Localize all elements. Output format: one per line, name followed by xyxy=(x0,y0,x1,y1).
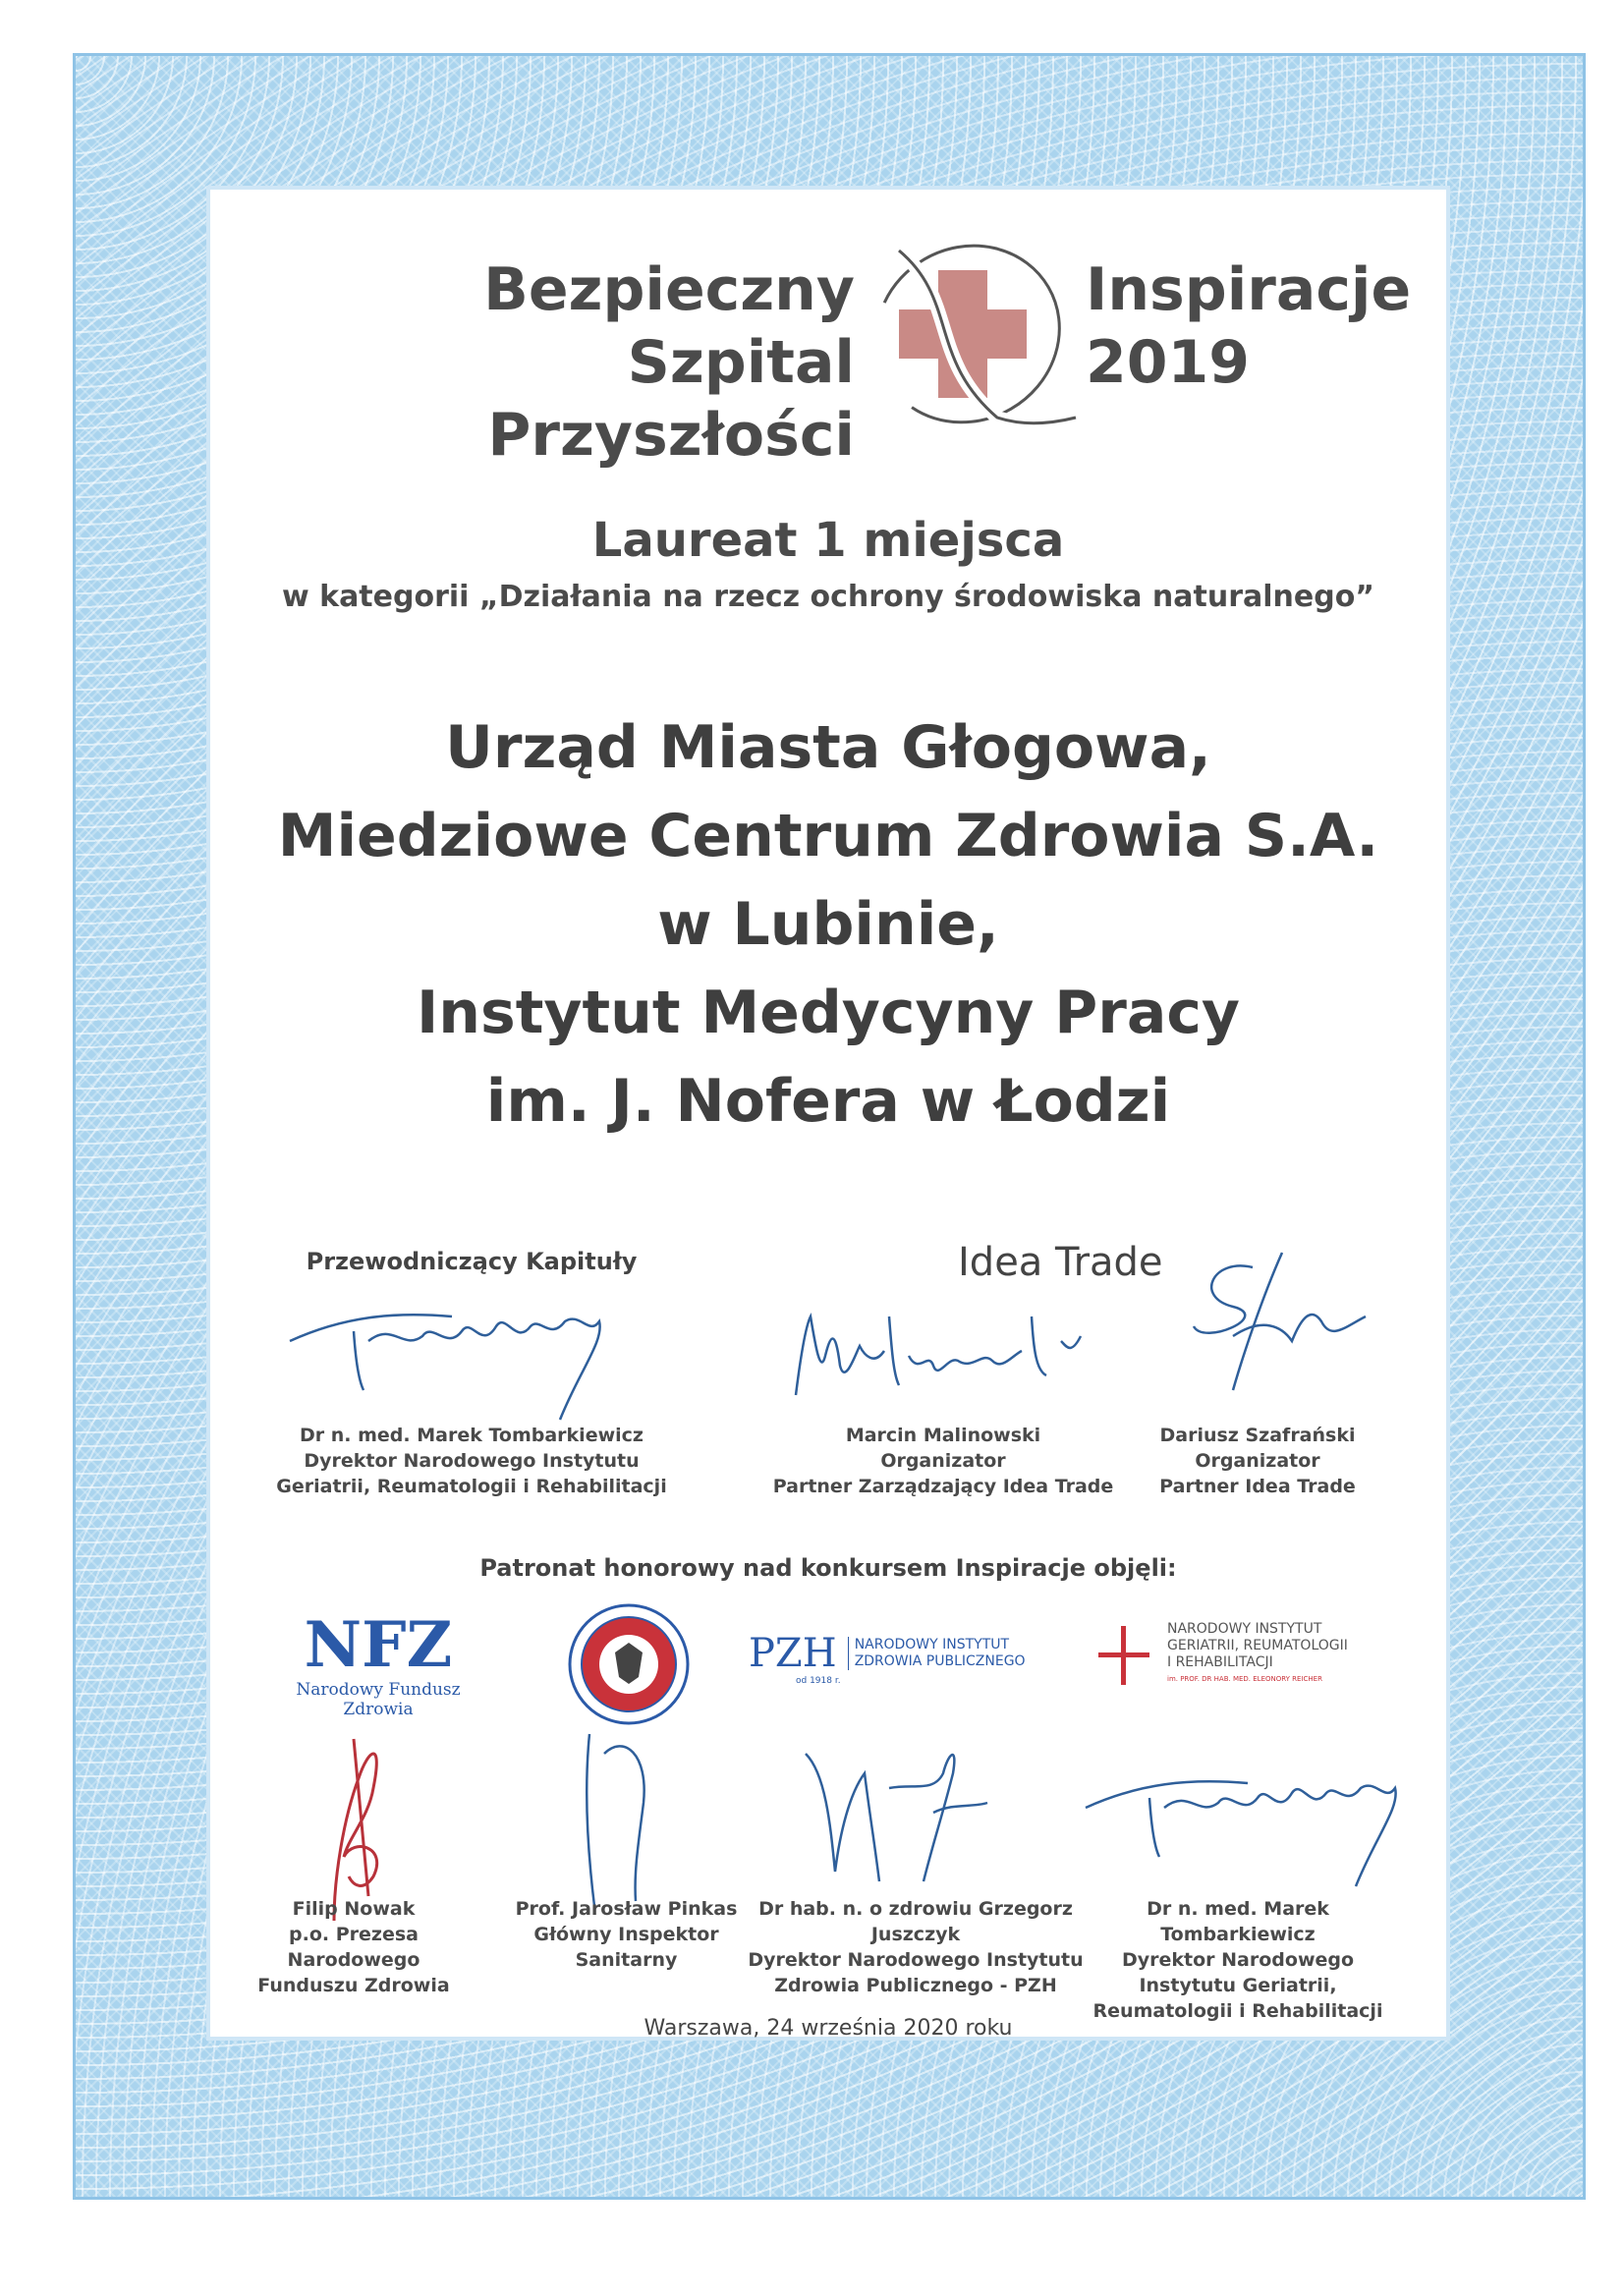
pinkas-caption xyxy=(506,1896,747,1973)
caption-line: Dr n. med. Marek Tombarkiewicz xyxy=(1147,1898,1329,1945)
caption-line: Filip Nowak xyxy=(292,1898,416,1920)
geriatrics-cross-icon xyxy=(1098,1626,1149,1685)
geriatrics-line3: I REHABILITACJI xyxy=(1167,1654,1273,1670)
pzh-logo xyxy=(749,1631,1026,1686)
malinowski-signature xyxy=(786,1297,1091,1415)
caption-line: Organizator xyxy=(1195,1450,1320,1472)
idea-trade-logo: Idea Trade xyxy=(958,1240,1163,1285)
organizer2-caption xyxy=(1120,1423,1395,1499)
caption-line: Sanitarny xyxy=(575,1949,678,1971)
caption-line: Partner Idea Trade xyxy=(1159,1476,1356,1497)
winner-line: Instytut Medycyny Pracy xyxy=(416,979,1241,1047)
header-left-line1: Bezpieczny Szpital xyxy=(483,255,855,397)
caption-line: Zdrowia Publicznego - PZH xyxy=(774,1975,1057,1996)
caption-line: Instytutu Geriatrii, xyxy=(1139,1975,1337,1996)
patronage-heading: Patronat honorowy nad konkursem Inspiracje objęli: xyxy=(479,1554,1177,1582)
chair-signature xyxy=(285,1282,609,1420)
geriatrics-line1: NARODOWY INSTYTUT xyxy=(1167,1621,1322,1637)
chair-caption xyxy=(246,1423,698,1499)
tombarkiewicz-caption xyxy=(1091,1896,1385,2024)
header-right xyxy=(1086,253,1439,399)
caption-line: Dyrektor Narodowego xyxy=(1121,1949,1355,1971)
winner-line: Urząd Miasta Głogowa, xyxy=(445,713,1211,782)
header-right-line1: Inspiracje xyxy=(1086,255,1412,324)
juszczyk-signature xyxy=(796,1734,992,1891)
pzh-logo-text: PZH xyxy=(749,1631,837,1676)
caption-line: Główny Inspektor xyxy=(533,1924,719,1945)
issue-date: Warszawa, 24 września 2020 roku xyxy=(644,2016,1013,2041)
nfz-name: Narodowy Fundusz Zdrowia xyxy=(296,1680,461,1719)
geriatrics-line2: GERIATRII, REUMATOLOGII xyxy=(1167,1638,1348,1653)
caption-line: Geriatrii, Reumatologii i Rehabilitacji xyxy=(276,1476,667,1497)
caption-line: Organizator xyxy=(880,1450,1006,1472)
pzh-name-line1: NARODOWY INSTYTUT xyxy=(854,1637,1010,1652)
chair-role: Przewodniczący Kapituły xyxy=(306,1248,638,1275)
nfz-logo xyxy=(260,1608,496,1719)
organizer1-caption xyxy=(747,1423,1140,1499)
header-right-line2: 2019 xyxy=(1086,328,1250,397)
caption-line: p.o. Prezesa Narodowego xyxy=(287,1924,420,1971)
winner-line: im. J. Nofera w Łodzi xyxy=(485,1067,1171,1136)
caption-line: Dariusz Szafrański xyxy=(1159,1425,1356,1446)
tombarkiewicz-signature xyxy=(1081,1749,1405,1886)
pinkas-signature xyxy=(575,1724,673,1911)
caption-line: Marcin Malinowski xyxy=(845,1425,1041,1446)
pzh-name xyxy=(848,1637,1026,1670)
sanitary-inspection-emblem-icon xyxy=(568,1603,690,1725)
geriatrics-institute-name xyxy=(1167,1621,1348,1688)
geriatrics-line4: im. PROF. DR HAB. MED. ELEONORY REICHER xyxy=(1167,1675,1322,1683)
caption-line: Reumatologii i Rehabilitacji xyxy=(1092,2000,1383,2022)
caption-line: Dyrektor Narodowego Instytutu xyxy=(748,1949,1084,1971)
caption-line: Funduszu Zdrowia xyxy=(257,1975,450,1996)
caption-line: Dyrektor Narodowego Instytutu xyxy=(304,1450,640,1472)
pzh-name-line2: ZDROWIA PUBLICZNEGO xyxy=(854,1653,1026,1669)
winner-line: Miedziowe Centrum Zdrowia S.A. xyxy=(277,802,1379,870)
nowak-caption xyxy=(241,1896,467,1998)
caption-line: Dr hab. n. o zdrowiu Grzegorz Juszczyk xyxy=(758,1898,1073,1945)
red-cross-swoosh-icon xyxy=(869,241,1076,427)
nfz-logo-text: NFZ xyxy=(304,1608,453,1682)
header-left xyxy=(265,253,855,472)
caption-line: Prof. Jarosław Pinkas xyxy=(515,1898,738,1920)
pzh-since: od 1918 r. xyxy=(796,1676,841,1686)
juszczyk-caption xyxy=(739,1896,1092,1998)
caption-line: Dr n. med. Marek Tombarkiewicz xyxy=(300,1425,644,1446)
caption-line: Partner Zarządzający Idea Trade xyxy=(772,1476,1114,1497)
award-category: w kategorii „Działania na rzecz ochrony środowiska naturalnego” xyxy=(281,580,1375,614)
winner-line: w Lubinie, xyxy=(657,890,999,959)
award-title: Laureat 1 miejsca xyxy=(591,513,1065,568)
szafranski-signature xyxy=(1174,1248,1371,1395)
winners-block xyxy=(210,703,1446,1146)
header-left-line2: Przyszłości xyxy=(487,401,855,470)
